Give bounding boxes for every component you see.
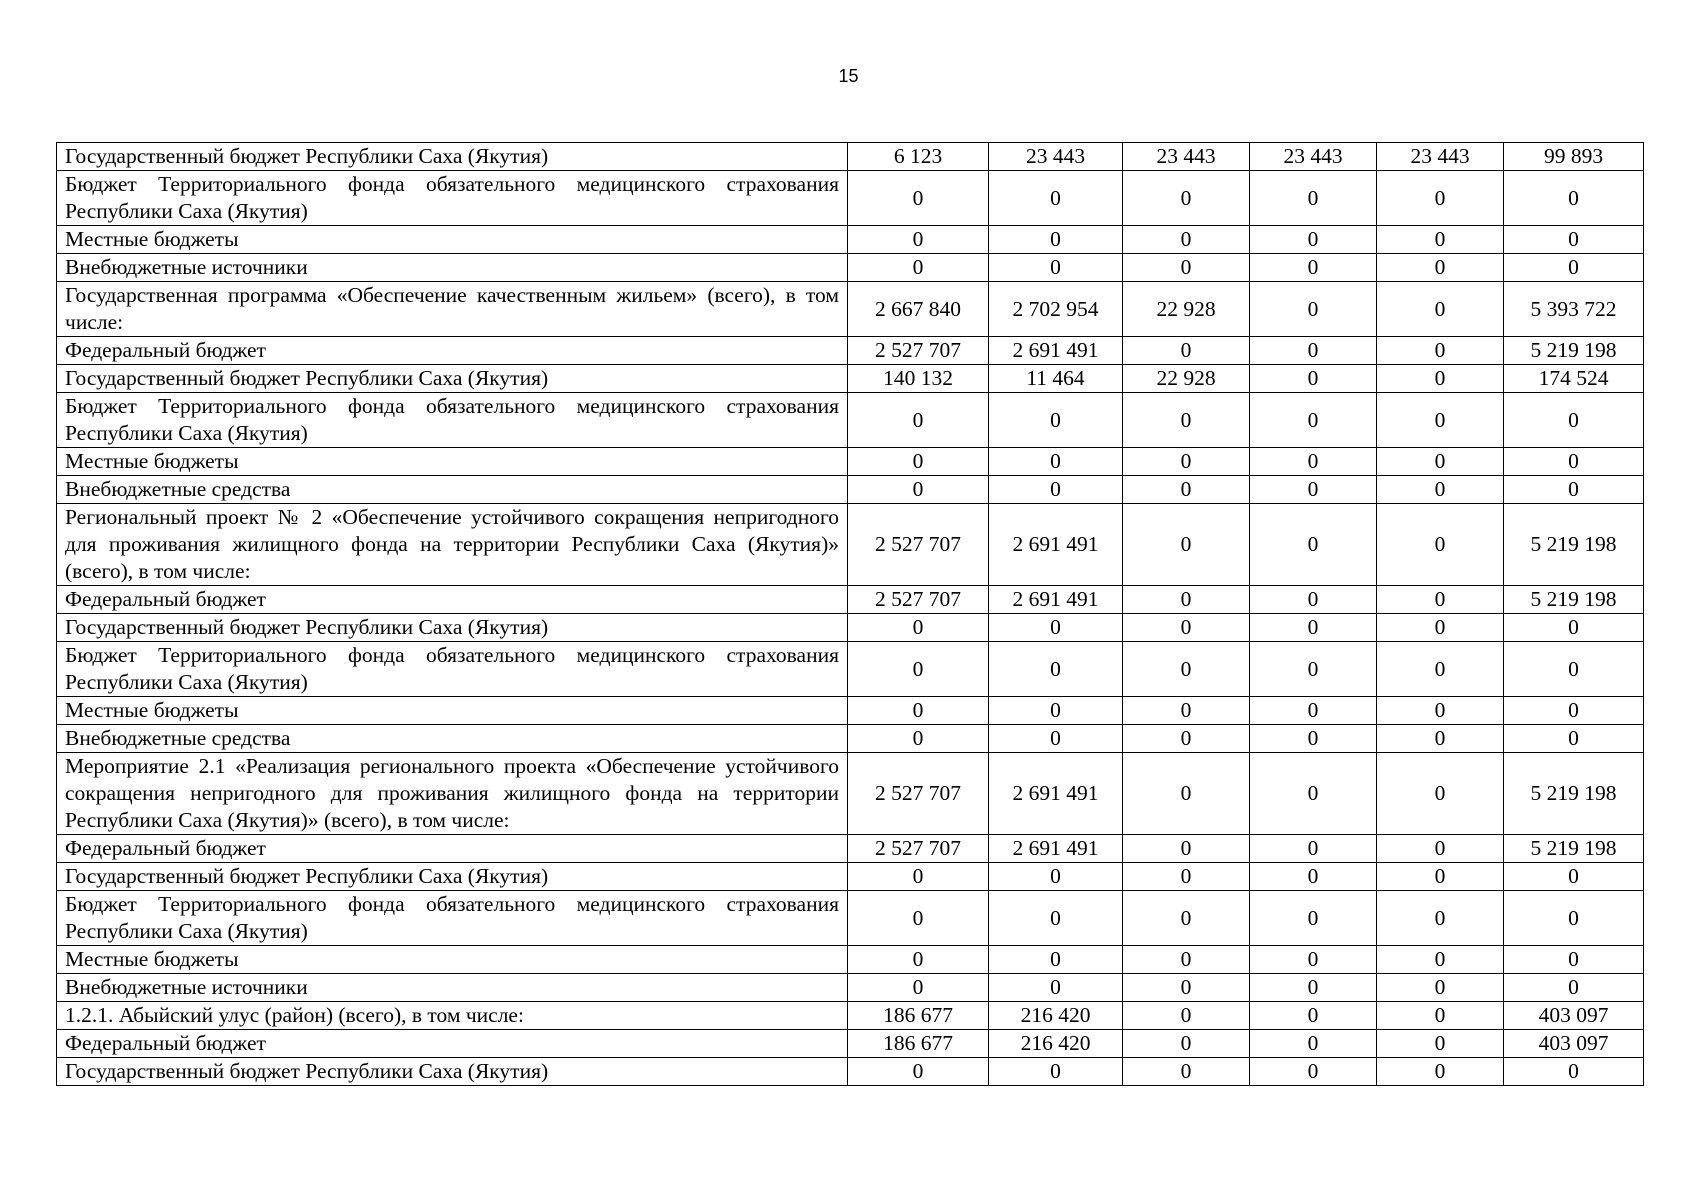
value-cell: 0 — [1123, 753, 1250, 835]
value-cell: 0 — [989, 863, 1123, 891]
value-cell: 0 — [1250, 1002, 1377, 1030]
value-cell: 0 — [989, 476, 1123, 504]
value-cell: 0 — [848, 642, 989, 697]
value-cell: 0 — [1250, 974, 1377, 1002]
value-cell: 0 — [1377, 171, 1504, 226]
row-label: Государственный бюджет Республики Саха (Якутия) — [57, 143, 848, 171]
row-label: Государственная программа «Обеспечение качественным жильем» (всего), в том числе: — [57, 282, 848, 337]
value-cell: 0 — [1123, 614, 1250, 642]
value-cell: 0 — [1250, 337, 1377, 365]
value-cell: 0 — [1377, 642, 1504, 697]
value-cell: 2 667 840 — [848, 282, 989, 337]
value-cell: 0 — [1123, 448, 1250, 476]
value-cell: 0 — [989, 697, 1123, 725]
value-cell: 0 — [1250, 725, 1377, 753]
value-cell: 0 — [1504, 946, 1644, 974]
value-cell: 0 — [1123, 337, 1250, 365]
value-cell: 2 527 707 — [848, 337, 989, 365]
value-cell: 0 — [989, 891, 1123, 946]
value-cell: 0 — [1250, 476, 1377, 504]
value-cell: 0 — [1250, 586, 1377, 614]
row-label: 1.2.1. Абыйский улус (район) (всего), в том числе: — [57, 1002, 848, 1030]
value-cell: 0 — [1504, 448, 1644, 476]
value-cell: 403 097 — [1504, 1002, 1644, 1030]
budget-table-body — [57, 143, 1644, 1086]
row-label: Бюджет Территориального фонда обязательного медицинского страхования Республики Саха (Якутия) — [57, 642, 848, 697]
table-row — [57, 891, 1644, 946]
value-cell: 0 — [1250, 254, 1377, 282]
table-row — [57, 725, 1644, 753]
row-label: Внебюджетные источники — [57, 974, 848, 1002]
value-cell: 2 691 491 — [989, 753, 1123, 835]
value-cell: 0 — [1504, 254, 1644, 282]
value-cell: 0 — [848, 1058, 989, 1086]
value-cell: 0 — [1504, 393, 1644, 448]
value-cell: 0 — [1123, 725, 1250, 753]
value-cell: 0 — [989, 974, 1123, 1002]
value-cell: 0 — [1504, 226, 1644, 254]
table-row — [57, 974, 1644, 1002]
value-cell: 0 — [1123, 1030, 1250, 1058]
table-row — [57, 282, 1644, 337]
value-cell: 0 — [1250, 891, 1377, 946]
value-cell: 0 — [848, 725, 989, 753]
value-cell: 0 — [1250, 448, 1377, 476]
row-label: Федеральный бюджет — [57, 586, 848, 614]
table-row — [57, 642, 1644, 697]
value-cell: 6 123 — [848, 143, 989, 171]
value-cell: 0 — [1377, 1030, 1504, 1058]
value-cell: 23 443 — [1377, 143, 1504, 171]
page-number: 15 — [838, 66, 859, 86]
row-label: Мероприятие 2.1 «Реализация регионального проекта «Обеспечение устойчивого сокращения непригодного для проживания жилищного фонда на территории Республики Саха (Якутия)» (всего), в том числе: — [57, 753, 848, 835]
value-cell: 0 — [1504, 697, 1644, 725]
value-cell: 0 — [1123, 974, 1250, 1002]
row-label: Бюджет Территориального фонда обязательного медицинского страхования Республики Саха (Якутия) — [57, 393, 848, 448]
value-cell: 0 — [848, 226, 989, 254]
table-row — [57, 863, 1644, 891]
value-cell: 0 — [1250, 365, 1377, 393]
table-row — [57, 835, 1644, 863]
value-cell: 0 — [1377, 863, 1504, 891]
value-cell: 0 — [848, 891, 989, 946]
row-label: Государственный бюджет Республики Саха (Якутия) — [57, 863, 848, 891]
value-cell: 0 — [848, 476, 989, 504]
value-cell: 0 — [1377, 504, 1504, 586]
value-cell: 0 — [848, 863, 989, 891]
value-cell: 0 — [1377, 974, 1504, 1002]
value-cell: 5 219 198 — [1504, 753, 1644, 835]
value-cell: 0 — [1123, 1058, 1250, 1086]
value-cell: 2 527 707 — [848, 586, 989, 614]
row-label: Внебюджетные средства — [57, 476, 848, 504]
value-cell: 5 219 198 — [1504, 586, 1644, 614]
table-row — [57, 393, 1644, 448]
row-label: Бюджет Территориального фонда обязательного медицинского страхования Республики Саха (Якутия) — [57, 891, 848, 946]
value-cell: 0 — [1123, 697, 1250, 725]
value-cell: 0 — [1123, 863, 1250, 891]
value-cell: 0 — [989, 642, 1123, 697]
value-cell: 5 393 722 — [1504, 282, 1644, 337]
table-row — [57, 1002, 1644, 1030]
value-cell: 186 677 — [848, 1002, 989, 1030]
value-cell: 0 — [1250, 835, 1377, 863]
value-cell: 0 — [1377, 753, 1504, 835]
value-cell: 0 — [1123, 171, 1250, 226]
value-cell: 2 527 707 — [848, 835, 989, 863]
value-cell: 0 — [1250, 946, 1377, 974]
value-cell: 0 — [1377, 697, 1504, 725]
table-row — [57, 226, 1644, 254]
value-cell: 0 — [1377, 282, 1504, 337]
row-label: Бюджет Территориального фонда обязательного медицинского страхования Республики Саха (Якутия) — [57, 171, 848, 226]
value-cell: 0 — [1250, 1030, 1377, 1058]
value-cell: 140 132 — [848, 365, 989, 393]
value-cell: 0 — [1123, 393, 1250, 448]
value-cell: 0 — [1250, 614, 1377, 642]
value-cell: 0 — [848, 697, 989, 725]
row-label: Местные бюджеты — [57, 697, 848, 725]
value-cell: 0 — [1377, 365, 1504, 393]
table-row — [57, 365, 1644, 393]
value-cell: 216 420 — [989, 1030, 1123, 1058]
value-cell: 0 — [1504, 1058, 1644, 1086]
value-cell: 5 219 198 — [1504, 337, 1644, 365]
value-cell: 0 — [1123, 504, 1250, 586]
value-cell: 0 — [1250, 226, 1377, 254]
table-row — [57, 1058, 1644, 1086]
value-cell: 0 — [1504, 974, 1644, 1002]
value-cell: 2 691 491 — [989, 586, 1123, 614]
value-cell: 403 097 — [1504, 1030, 1644, 1058]
value-cell: 0 — [1504, 476, 1644, 504]
value-cell: 0 — [1377, 946, 1504, 974]
row-label: Местные бюджеты — [57, 448, 848, 476]
value-cell: 22 928 — [1123, 282, 1250, 337]
row-label: Региональный проект № 2 «Обеспечение устойчивого сокращения непригодного для проживания жилищного фонда на территории Республики Саха (Якутия)» (всего), в том числе: — [57, 504, 848, 586]
value-cell: 0 — [1377, 614, 1504, 642]
table-row — [57, 254, 1644, 282]
table-row — [57, 448, 1644, 476]
value-cell: 0 — [989, 254, 1123, 282]
row-label: Государственный бюджет Республики Саха (Якутия) — [57, 1058, 848, 1086]
value-cell: 0 — [848, 393, 989, 448]
value-cell: 0 — [848, 614, 989, 642]
value-cell: 0 — [989, 393, 1123, 448]
value-cell: 0 — [989, 614, 1123, 642]
value-cell: 0 — [1504, 863, 1644, 891]
value-cell: 22 928 — [1123, 365, 1250, 393]
table-row — [57, 171, 1644, 226]
value-cell: 0 — [1377, 254, 1504, 282]
value-cell: 0 — [1504, 891, 1644, 946]
value-cell: 0 — [1377, 725, 1504, 753]
table-row — [57, 614, 1644, 642]
value-cell: 0 — [1377, 586, 1504, 614]
value-cell: 0 — [989, 725, 1123, 753]
table-row — [57, 946, 1644, 974]
value-cell: 0 — [1250, 863, 1377, 891]
value-cell: 0 — [848, 946, 989, 974]
value-cell: 216 420 — [989, 1002, 1123, 1030]
table-row — [57, 586, 1644, 614]
row-label: Федеральный бюджет — [57, 1030, 848, 1058]
value-cell: 0 — [989, 946, 1123, 974]
value-cell: 0 — [989, 448, 1123, 476]
value-cell: 0 — [1123, 476, 1250, 504]
value-cell: 0 — [1504, 614, 1644, 642]
table-row — [57, 1030, 1644, 1058]
value-cell: 0 — [1123, 254, 1250, 282]
row-label: Государственный бюджет Республики Саха (Якутия) — [57, 365, 848, 393]
value-cell: 0 — [989, 1058, 1123, 1086]
value-cell: 2 527 707 — [848, 504, 989, 586]
value-cell: 23 443 — [989, 143, 1123, 171]
row-label: Государственный бюджет Республики Саха (Якутия) — [57, 614, 848, 642]
value-cell: 0 — [989, 226, 1123, 254]
value-cell: 0 — [1250, 642, 1377, 697]
value-cell: 0 — [1377, 393, 1504, 448]
value-cell: 0 — [1504, 171, 1644, 226]
value-cell: 0 — [1123, 642, 1250, 697]
value-cell: 0 — [1377, 835, 1504, 863]
row-label: Внебюджетные средства — [57, 725, 848, 753]
value-cell: 2 527 707 — [848, 753, 989, 835]
value-cell: 0 — [1123, 586, 1250, 614]
value-cell: 23 443 — [1250, 143, 1377, 171]
value-cell: 11 464 — [989, 365, 1123, 393]
value-cell: 0 — [1377, 476, 1504, 504]
value-cell: 186 677 — [848, 1030, 989, 1058]
value-cell: 0 — [1377, 226, 1504, 254]
value-cell: 0 — [848, 448, 989, 476]
value-cell: 2 691 491 — [989, 504, 1123, 586]
table-row — [57, 697, 1644, 725]
value-cell: 0 — [848, 171, 989, 226]
value-cell: 0 — [1504, 642, 1644, 697]
table-row — [57, 337, 1644, 365]
table-row — [57, 504, 1644, 586]
value-cell: 0 — [1250, 393, 1377, 448]
value-cell: 0 — [1250, 171, 1377, 226]
value-cell: 0 — [1123, 1002, 1250, 1030]
value-cell: 2 702 954 — [989, 282, 1123, 337]
value-cell: 2 691 491 — [989, 835, 1123, 863]
value-cell: 0 — [1250, 1058, 1377, 1086]
value-cell: 0 — [1123, 835, 1250, 863]
value-cell: 174 524 — [1504, 365, 1644, 393]
table-row — [57, 143, 1644, 171]
value-cell: 0 — [1377, 448, 1504, 476]
value-cell: 0 — [1377, 337, 1504, 365]
value-cell: 5 219 198 — [1504, 504, 1644, 586]
value-cell: 0 — [848, 254, 989, 282]
value-cell: 0 — [1377, 1002, 1504, 1030]
value-cell: 0 — [989, 171, 1123, 226]
value-cell: 0 — [1377, 1058, 1504, 1086]
value-cell: 0 — [1377, 891, 1504, 946]
value-cell: 2 691 491 — [989, 337, 1123, 365]
value-cell: 0 — [1123, 891, 1250, 946]
value-cell: 99 893 — [1504, 143, 1644, 171]
row-label: Федеральный бюджет — [57, 337, 848, 365]
value-cell: 5 219 198 — [1504, 835, 1644, 863]
value-cell: 0 — [1250, 504, 1377, 586]
row-label: Федеральный бюджет — [57, 835, 848, 863]
row-label: Местные бюджеты — [57, 226, 848, 254]
budget-table — [56, 142, 1644, 1086]
row-label: Внебюджетные источники — [57, 254, 848, 282]
value-cell: 0 — [1123, 946, 1250, 974]
value-cell: 0 — [1250, 282, 1377, 337]
value-cell: 23 443 — [1123, 143, 1250, 171]
row-label: Местные бюджеты — [57, 946, 848, 974]
value-cell: 0 — [1504, 725, 1644, 753]
table-row — [57, 753, 1644, 835]
value-cell: 0 — [1250, 753, 1377, 835]
table-row — [57, 476, 1644, 504]
value-cell: 0 — [848, 974, 989, 1002]
value-cell: 0 — [1250, 697, 1377, 725]
value-cell: 0 — [1123, 226, 1250, 254]
